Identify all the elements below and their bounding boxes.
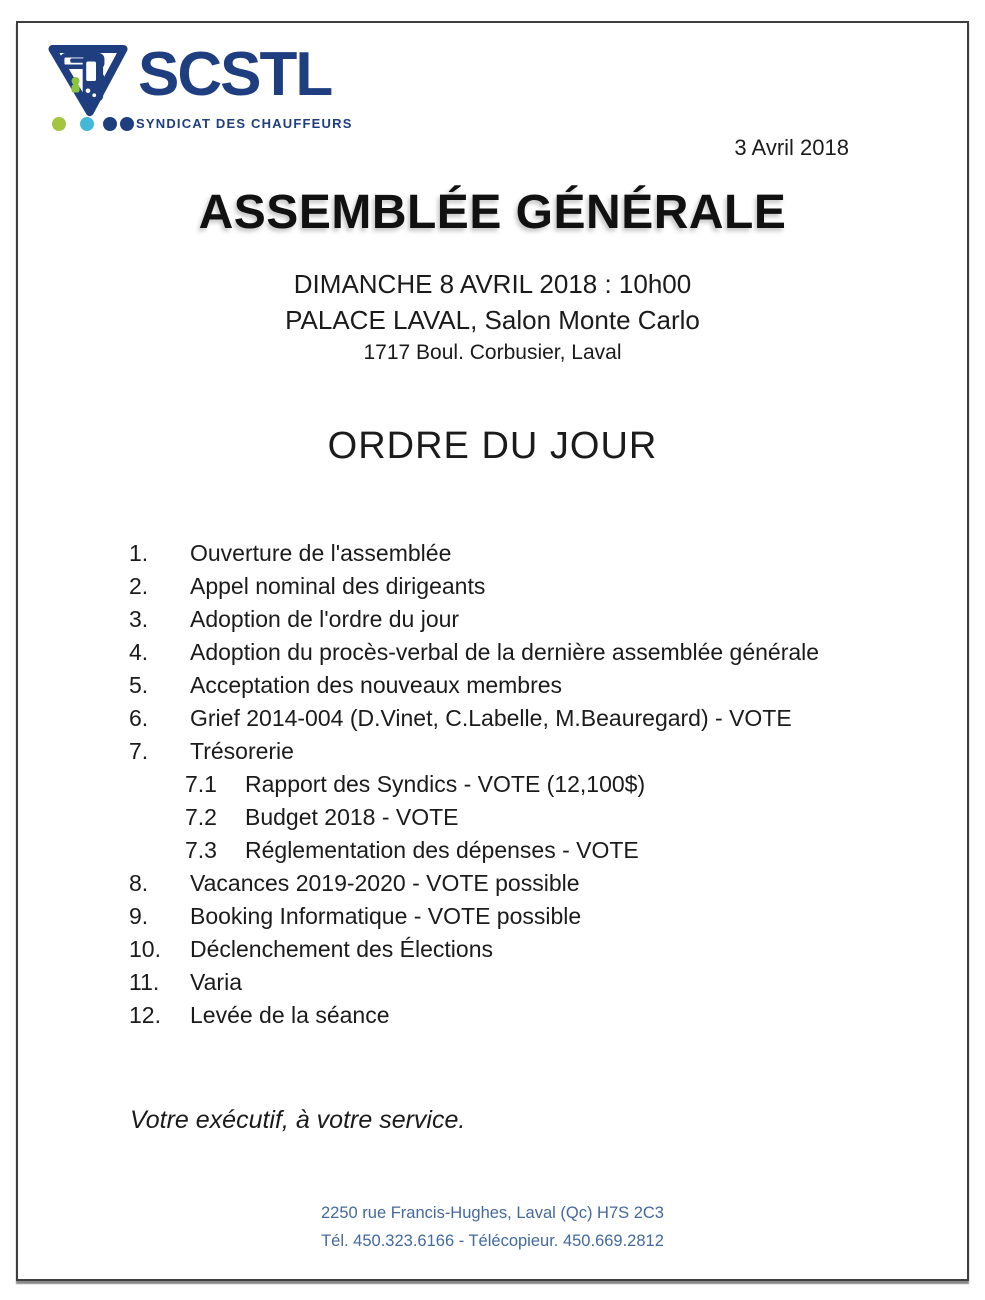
logo-acronym: SCSTL bbox=[138, 40, 332, 109]
agenda-item-number: 2. bbox=[129, 573, 149, 599]
footer-phones: Tél. 450.323.6166 - Télécopieur. 450.669.2812 bbox=[321, 1232, 664, 1250]
logo-dot-green bbox=[52, 117, 66, 131]
agenda-item-number: 6. bbox=[129, 705, 149, 731]
agenda-item-text: Appel nominal des dirigeants bbox=[190, 573, 486, 599]
agenda-item-text: Varia bbox=[190, 969, 242, 995]
agenda-item bbox=[18, 900, 967, 933]
agenda-item-text: Ouverture de l'assemblée bbox=[190, 540, 452, 566]
agenda-item-number: 5. bbox=[129, 672, 149, 698]
agenda-item-number: 7. bbox=[129, 738, 149, 764]
page-footer bbox=[18, 1199, 967, 1255]
page-title: ASSEMBLÉE GÉNÉRALE bbox=[198, 186, 787, 239]
meeting-datetime: DIMANCHE 8 AVRIL 2018 : 10h00 bbox=[293, 269, 692, 299]
agenda-list bbox=[18, 537, 967, 1032]
agenda-item bbox=[18, 867, 967, 900]
agenda-item bbox=[18, 702, 967, 735]
agenda-item-text: Budget 2018 - VOTE bbox=[245, 804, 459, 830]
scstl-logo bbox=[42, 41, 372, 131]
logo-tagline: SYNDICAT DES CHAUFFEURS bbox=[136, 116, 353, 131]
agenda-item-text: Levée de la séance bbox=[190, 1002, 390, 1028]
agenda-heading: ORDRE DU JOUR bbox=[327, 425, 658, 467]
agenda-item-text: Adoption de l'ordre du jour bbox=[190, 606, 460, 632]
truck-triangle-logo-icon bbox=[42, 41, 134, 126]
agenda-item-text: Booking Informatique - VOTE possible bbox=[190, 903, 582, 929]
meeting-venue: PALACE LAVAL, Salon Monte Carlo bbox=[285, 305, 700, 335]
logo-dot-navy-2 bbox=[120, 117, 134, 131]
agenda-item bbox=[18, 603, 967, 636]
agenda-item-number: 4. bbox=[129, 639, 149, 665]
agenda-item-text: Grief 2014-004 (D.Vinet, C.Labelle, M.Beauregard) - VOTE bbox=[190, 705, 792, 731]
agenda-item bbox=[18, 735, 967, 768]
agenda-item-number: 1. bbox=[129, 540, 149, 566]
agenda-item-text: Trésorerie bbox=[190, 738, 294, 764]
agenda-item-number: 3. bbox=[129, 606, 149, 632]
agenda-item-number: 11. bbox=[129, 969, 160, 995]
logo-dot-navy-1 bbox=[103, 117, 117, 131]
agenda-item-number: 12. bbox=[129, 1002, 161, 1028]
agenda-item-text: Rapport des Syndics - VOTE (12,100$) bbox=[245, 771, 646, 797]
document-date: 3 Avril 2018 bbox=[734, 135, 849, 160]
agenda-item-number: 7.2 bbox=[185, 804, 217, 830]
agenda-item bbox=[18, 669, 967, 702]
agenda-item bbox=[18, 966, 967, 999]
agenda-item-text: Réglementation des dépenses - VOTE bbox=[245, 837, 639, 863]
agenda-item-text: Déclenchement des Élections bbox=[190, 936, 493, 962]
agenda-item-number: 7.1 bbox=[185, 771, 217, 797]
agenda-item bbox=[18, 636, 967, 669]
agenda-item bbox=[18, 999, 967, 1032]
agenda-item-number: 8. bbox=[129, 870, 149, 896]
agenda-item-number: 9. bbox=[129, 903, 149, 929]
agenda-item-number: 10. bbox=[129, 936, 161, 962]
agenda-subitem bbox=[18, 834, 967, 867]
agenda-item bbox=[18, 570, 967, 603]
closing-signature: Votre exécutif, à votre service. bbox=[130, 1106, 466, 1134]
agenda-item-text: Acceptation des nouveaux membres bbox=[190, 672, 563, 698]
meeting-address: 1717 Boul. Corbusier, Laval bbox=[363, 341, 622, 364]
agenda-item bbox=[18, 537, 967, 570]
document-page bbox=[16, 21, 969, 1281]
agenda-item-text: Vacances 2019-2020 - VOTE possible bbox=[190, 870, 580, 896]
footer-address: 2250 rue Francis-Hughes, Laval (Qc) H7S 2C3 bbox=[321, 1204, 664, 1222]
agenda-item-number: 7.3 bbox=[185, 837, 217, 863]
agenda-item bbox=[18, 933, 967, 966]
logo-dot-cyan bbox=[80, 117, 94, 131]
agenda-item-text: Adoption du procès-verbal de la dernière assemblée générale bbox=[190, 639, 820, 665]
agenda-subitem bbox=[18, 801, 967, 834]
agenda-subitem bbox=[18, 768, 967, 801]
